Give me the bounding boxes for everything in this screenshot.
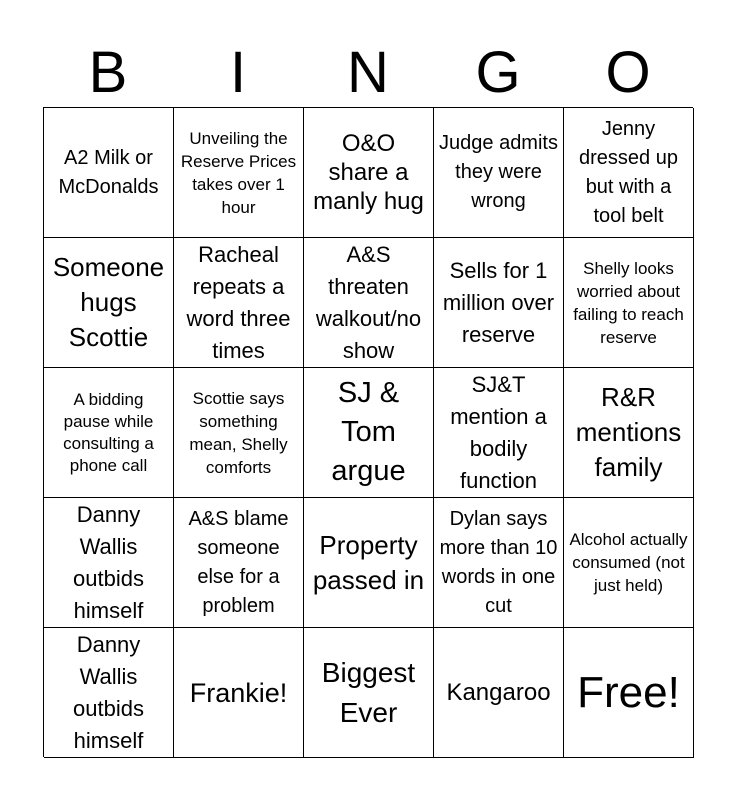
cell-text: Danny Wallis outbids himself [73, 501, 144, 623]
bingo-cell[interactable] [304, 108, 434, 238]
cell-text: SJ&T mention a bodily function [450, 371, 547, 493]
header-letter-o: O [605, 40, 651, 105]
cell-text: Dylan says more than 10 words in one cut [439, 507, 558, 617]
bingo-cell[interactable] [434, 628, 564, 758]
cell-text: Danny Wallis outbids himself [73, 631, 144, 753]
cell-text: R&R mentions family [575, 382, 682, 482]
cell-text: Kangaroo [446, 679, 551, 706]
bingo-cell[interactable] [304, 498, 434, 628]
header-letter-i: I [229, 40, 247, 105]
bingo-board [43, 107, 693, 757]
bingo-cell[interactable] [44, 498, 174, 628]
cell-text: Frankie! [189, 677, 288, 708]
cell-text: Someone hugs Scottie [52, 252, 165, 352]
cell-text: Free! [577, 667, 680, 717]
bingo-cell[interactable] [44, 628, 174, 758]
bingo-cell[interactable] [304, 238, 434, 368]
bingo-cell-free[interactable] [564, 628, 694, 758]
bingo-cell[interactable] [564, 368, 694, 498]
bingo-cell[interactable] [44, 368, 174, 498]
bingo-cell[interactable] [174, 368, 304, 498]
cell-text: Scottie says something mean, Shelly comforts [189, 388, 288, 477]
bingo-cell[interactable] [304, 368, 434, 498]
cell-text: A&S blame someone else for a problem [188, 507, 289, 617]
bingo-cell[interactable] [44, 238, 174, 368]
bingo-cell[interactable] [564, 238, 694, 368]
bingo-cell[interactable] [564, 498, 694, 628]
cell-text: O&O share a manly hug [313, 130, 424, 215]
cell-text: Alcohol actually consumed (not just held) [569, 530, 688, 595]
cell-text: Shelly looks worried about failing to reach reserve [573, 258, 684, 347]
bingo-cell[interactable] [174, 498, 304, 628]
bingo-cell[interactable] [434, 108, 564, 238]
cell-text: Biggest Ever [321, 656, 416, 728]
bingo-header [43, 38, 693, 108]
cell-text: A2 Milk or McDonalds [58, 146, 159, 198]
bingo-cell[interactable] [174, 628, 304, 758]
cell-text: Racheal repeats a word three times [186, 241, 291, 363]
cell-text: Judge admits they were wrong [439, 132, 558, 212]
bingo-cell[interactable] [174, 108, 304, 238]
header-letter-b: B [88, 40, 128, 105]
header-letter-n: N [347, 40, 389, 105]
cell-text: A bidding pause while consulting a phone call [63, 389, 154, 475]
cell-text: SJ & Tom argue [331, 377, 406, 487]
cell-text: Sells for 1 million over reserve [442, 257, 555, 347]
cell-text: A&S threaten walkout/no show [315, 241, 422, 363]
header-letter-g: G [475, 40, 521, 105]
bingo-cell[interactable] [564, 108, 694, 238]
bingo-cell[interactable] [174, 238, 304, 368]
bingo-cell[interactable] [304, 628, 434, 758]
bingo-cell[interactable] [434, 368, 564, 498]
bingo-cell[interactable] [44, 108, 174, 238]
cell-text: Property passed in [312, 529, 425, 595]
bingo-cell[interactable] [434, 238, 564, 368]
cell-text: Unveiling the Reserve Prices takes over 1 hour [180, 128, 297, 217]
cell-text: Jenny dressed up but with a tool belt [579, 117, 678, 227]
bingo-cell[interactable] [434, 498, 564, 628]
